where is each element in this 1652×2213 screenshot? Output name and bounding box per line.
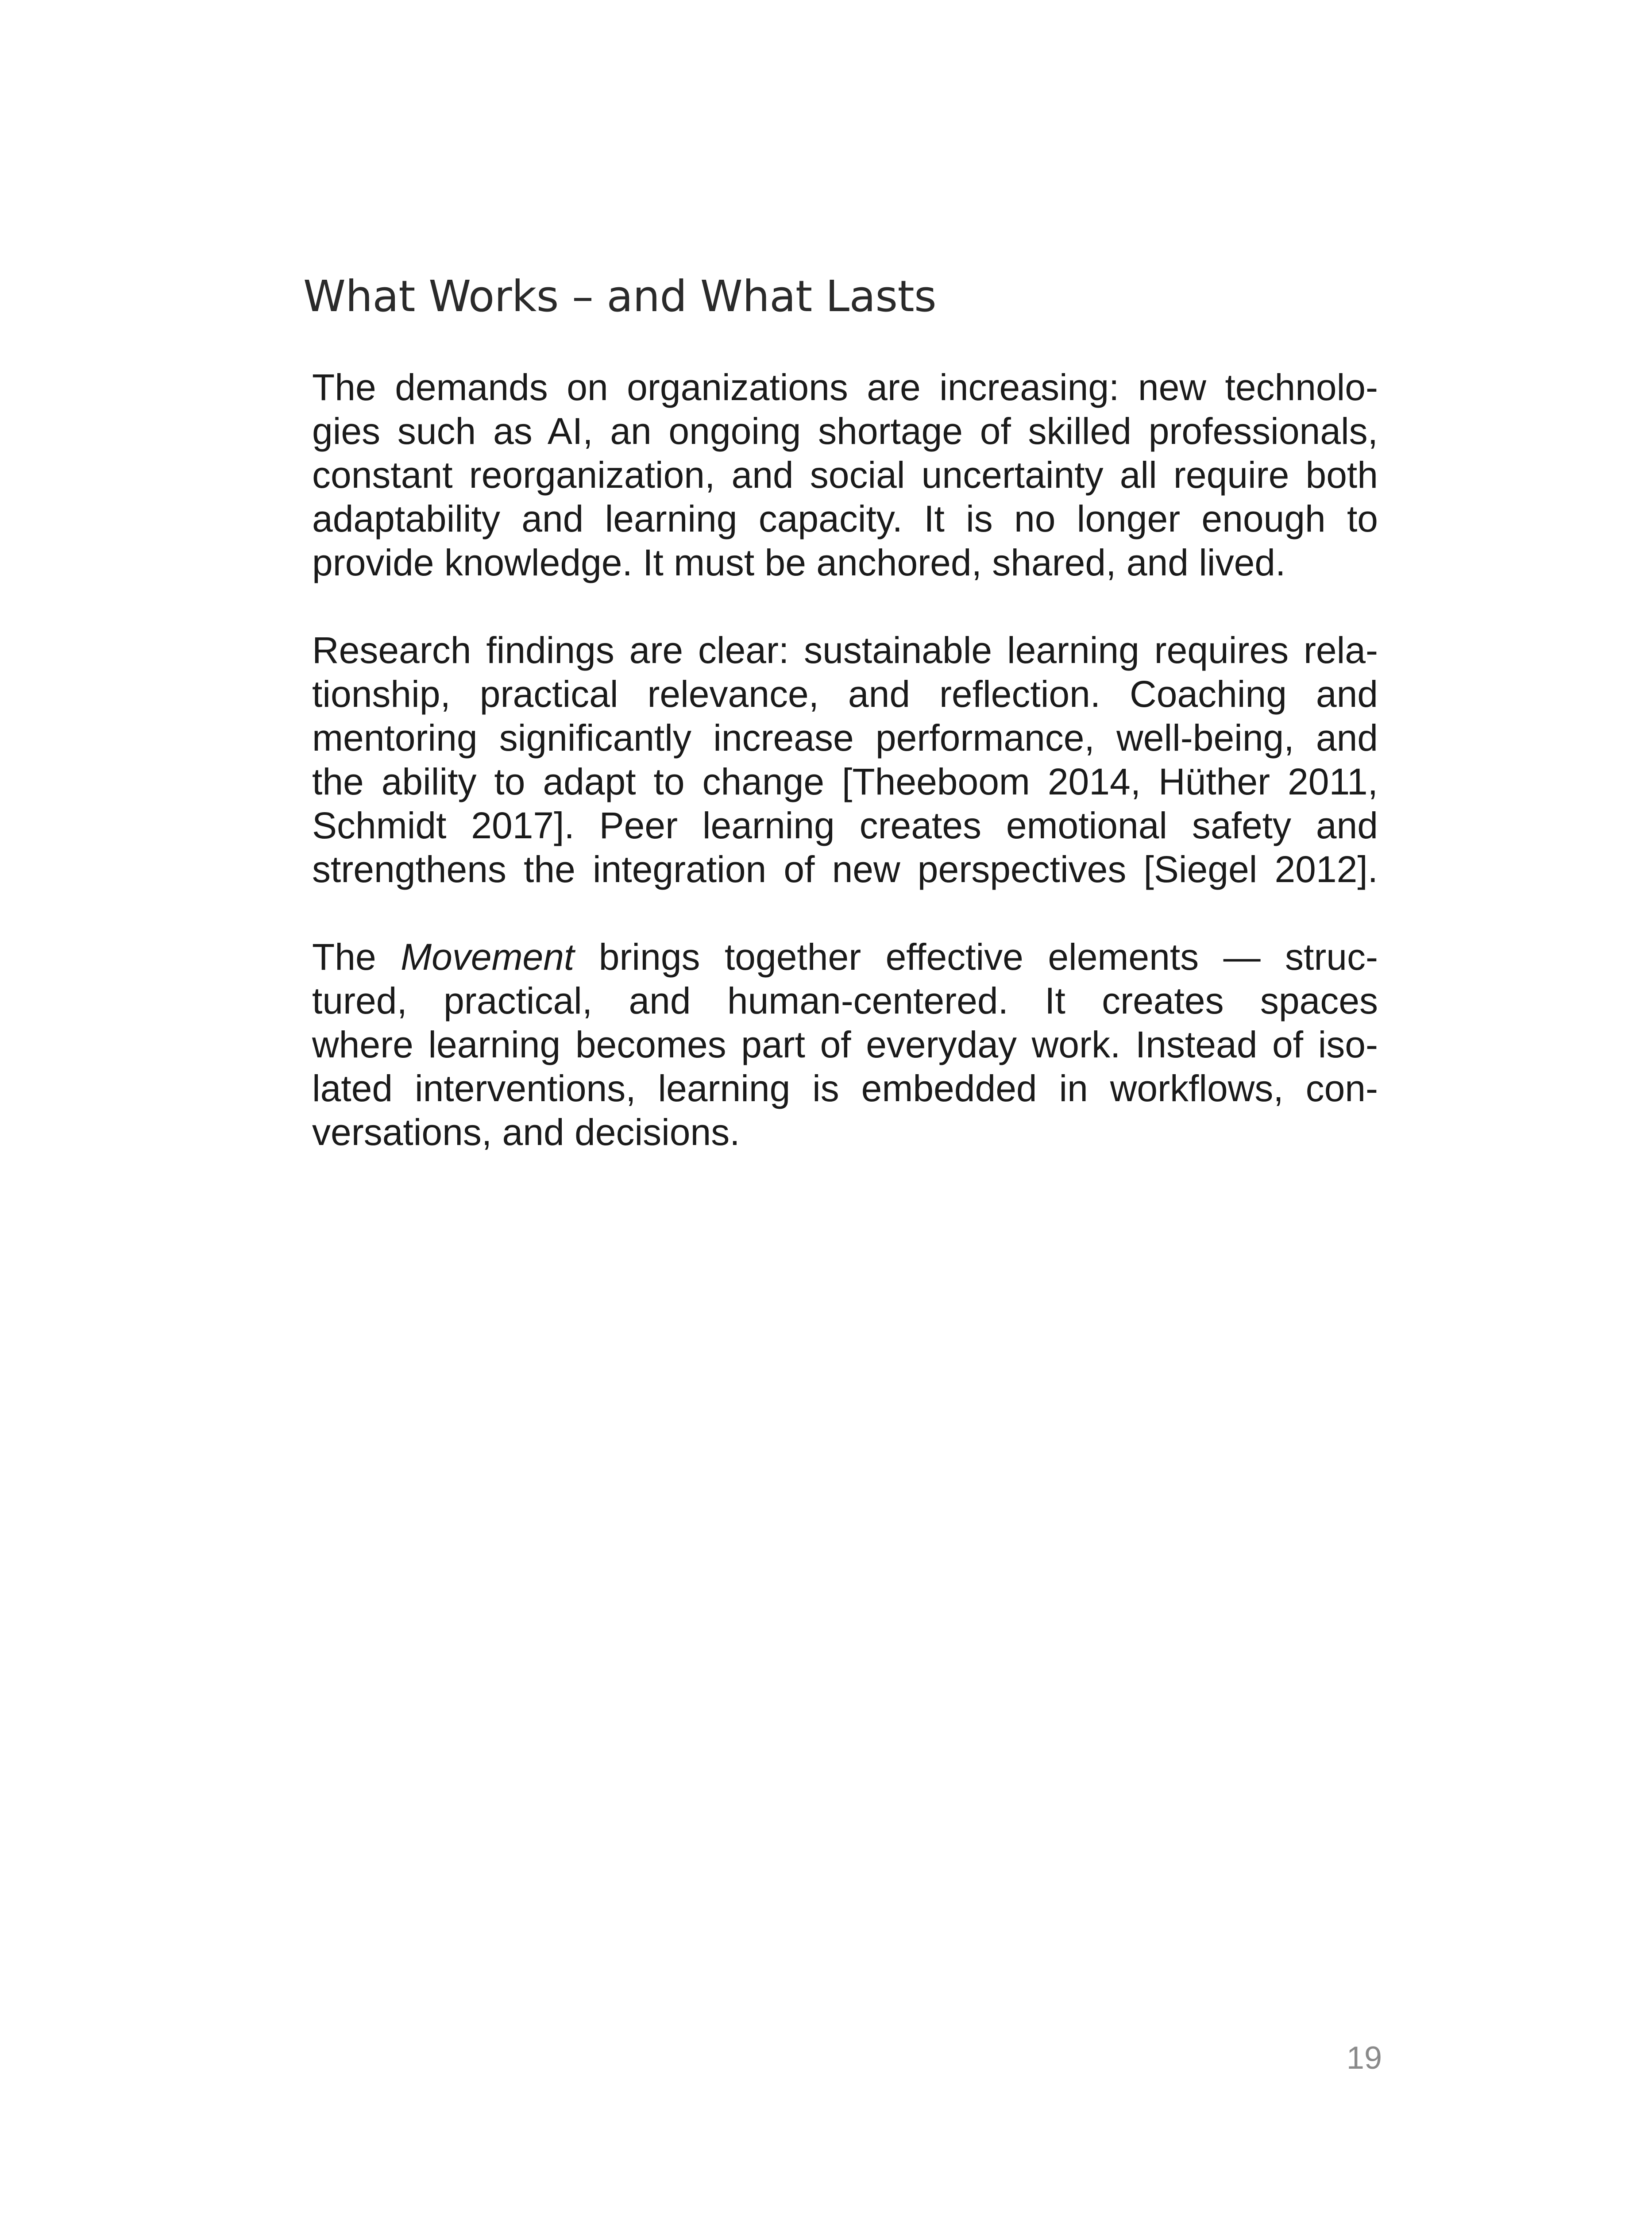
paragraph-3-line: tured, practical, and human-centered. It creates spaces <box>312 980 1378 1022</box>
paragraph-1-line: constant reorganization, and social uncertainty all require both <box>312 454 1378 496</box>
section-heading: What Works – and What Lasts <box>303 271 937 321</box>
paragraph-2-line: strengthens the integration of new perspectives [Siegel 2012]. <box>312 848 1378 890</box>
body-text <box>312 366 1378 1154</box>
page-number: 19 <box>1346 2040 1382 2076</box>
paragraph-3-line: versations, and decisions. <box>312 1111 740 1153</box>
paragraph-2-line: Schmidt 2017]. Peer learning creates emotional safety and <box>312 805 1378 846</box>
paragraph-1-line: adaptability and learning capacity. It is no longer enough to <box>312 498 1378 540</box>
paragraph-2-line: Research findings are clear: sustainable learning requires rela- <box>312 629 1378 671</box>
paragraph-2-line: mentoring significantly increase performance, well-being, and <box>312 717 1378 759</box>
paragraph-1-line: The demands on organizations are increasing: new technolo- <box>312 366 1378 408</box>
paragraph-2-line: tionship, practical relevance, and reflection. Coaching and <box>312 673 1378 715</box>
paragraph-3-first-line <box>312 935 1378 979</box>
paragraph-1-line: gies such as AI, an ongoing shortage of skilled professionals, <box>312 410 1378 452</box>
paragraph-3-line: lated interventions, learning is embedded in workflows, con- <box>312 1068 1378 1109</box>
paragraph-3-suffix: brings together effective elements — struc- <box>574 936 1378 978</box>
paragraph-3-prefix: The <box>312 936 401 978</box>
paragraph-3-line: where learning becomes part of everyday work. Instead of iso- <box>312 1024 1378 1065</box>
paragraph-2-line: the ability to adapt to change [Theeboom 2014, Hüther 2011, <box>312 761 1378 802</box>
paragraph-spacer <box>312 891 1378 935</box>
paragraph-spacer <box>312 585 1378 628</box>
paragraph-1-line: provide knowledge. It must be anchored, shared, and lived. <box>312 542 1286 583</box>
movement-emphasis: Movement <box>401 936 575 978</box>
